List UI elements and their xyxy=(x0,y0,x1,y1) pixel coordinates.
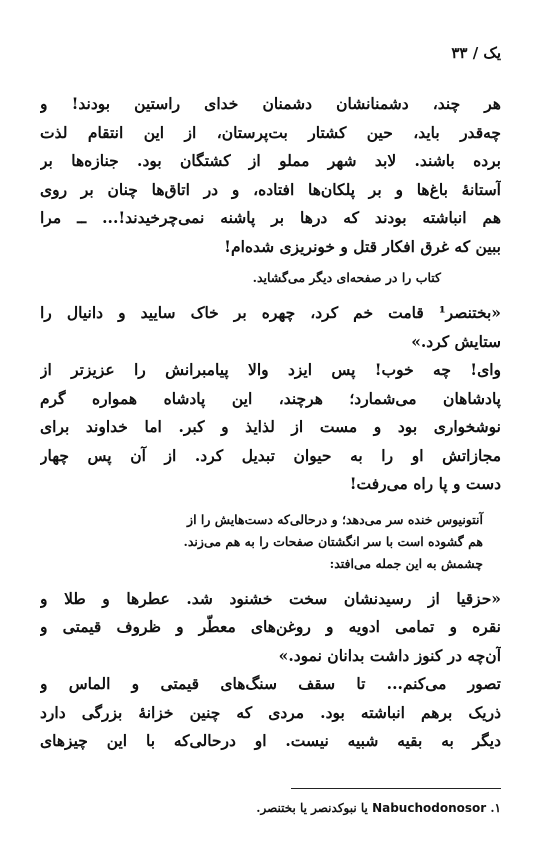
text-line: آن‌چه در کنوز داشت بدانان نمود.» xyxy=(278,645,501,665)
stage-direction-1 xyxy=(40,267,501,289)
text-line: پادشاهان می‌شمارد؛ هرچند، این پادشاه همواره گرم xyxy=(40,388,501,408)
footnote-text: یا نبوکدنصر یا بختنصر. xyxy=(256,801,368,815)
text-line: تصور می‌کنم... تا سقف سنگ‌های قیمتی و الماس و xyxy=(40,674,501,693)
paragraph-1 xyxy=(40,90,501,261)
footnote-number: ۱. xyxy=(490,801,501,815)
text-line: ببین که غرق افکار قتل و خونریزی شده‌ام! xyxy=(224,236,501,256)
stage-direction-line: هم گشوده است با سر انگشتان صفحات را به هم می‌زند. xyxy=(183,533,483,549)
text-line: هر چند، دشمنانشان دشمنان خدای راستین بودند! و xyxy=(40,94,501,113)
text-line: دست و پا راه می‌رفت! xyxy=(349,474,501,493)
page-body xyxy=(40,90,501,756)
text-line: نقره و تمامی ادویه و روغن‌های معطّر و ظروف قیمتی و xyxy=(40,617,501,636)
paragraph-2-quote xyxy=(40,299,501,356)
footnote-latin-name: Nabuchodonosor xyxy=(372,801,487,815)
text-line: نوشخواری بود و مست از لذایذ و کبر. اما خداوند برای xyxy=(40,417,501,436)
text-line: ستایش کرد.» xyxy=(411,331,501,351)
stage-direction-line: کتاب را در صفحه‌ای دیگر می‌گشاید. xyxy=(252,270,441,285)
paragraph-4-quote xyxy=(40,585,501,671)
text-line: دیگر به بقیه شبیه نیست. او درحالی‌که با این چیزهای xyxy=(40,731,501,750)
text-line: چه‌قدر باید، حین کشتار بت‌پرستان، از این انتقام لذت xyxy=(40,122,501,142)
stage-direction-line: چشمش به این جمله می‌افتد: xyxy=(329,555,483,571)
text-line: آستانهٔ باغ‌ها و بر پلکان‌ها افتاده، و در اتاق‌ها چنان بر روی xyxy=(40,179,501,199)
text-line: مجازاتش او را به حیوان تبدیل کرد. از آن پس چهار xyxy=(40,445,501,465)
text-line: ذریک برهم انباشته بود. مردی که چنین خزانهٔ بزرگی دارد xyxy=(40,702,501,722)
stage-direction-line: آنتونیوس خنده سر می‌دهد؛ و درحالی‌که دست‌هایش را از xyxy=(187,511,483,527)
text-line: «بختنصر¹ قامت خم کرد، چهره بر خاک سایید و دانیال را xyxy=(40,303,501,322)
paragraph-5 xyxy=(40,670,501,756)
footnote-divider xyxy=(291,788,501,789)
text-line: وای! چه خوب! پس ایزد والا پیامبرانش را عزیزتر از xyxy=(40,360,501,379)
stage-direction-2 xyxy=(40,509,501,575)
text-line: «حزقیا از رسیدنشان سخت خشنود شد. عطرها و طلا و xyxy=(40,588,501,608)
text-line: برده باشند. لابد شهر مملو از کشتگان بود. جنازه‌ها بر xyxy=(40,151,501,170)
text-line: هم انباشته بودند که درها بر پاشنه نمی‌چرخیدند!... ــ مرا xyxy=(40,208,501,227)
running-head: یک / ۳۳ xyxy=(451,44,501,62)
footnote xyxy=(256,801,501,815)
paragraph-3 xyxy=(40,356,501,499)
